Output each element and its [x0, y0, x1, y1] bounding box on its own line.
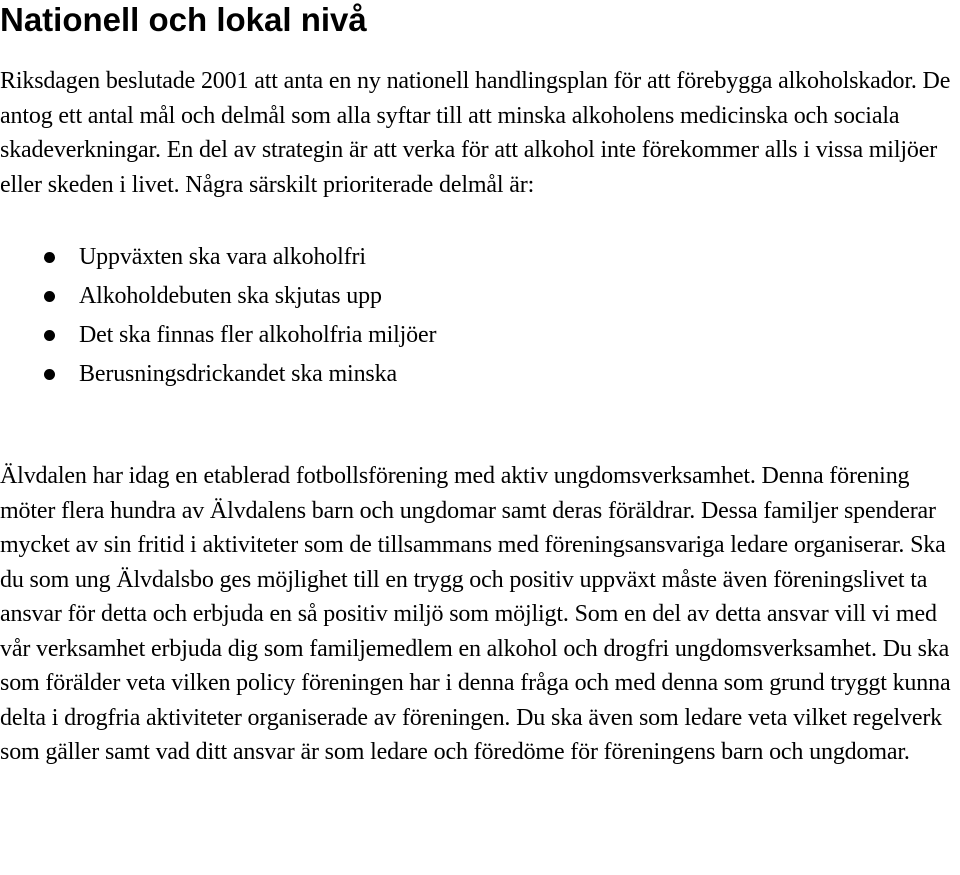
goals-list — [0, 238, 436, 394]
page-title: Nationell och lokal nivå — [0, 1, 367, 38]
goal-text: Alkoholdebuten ska skjutas upp — [79, 283, 382, 309]
list-item — [0, 238, 436, 277]
list-item — [0, 277, 436, 316]
bullet-icon — [44, 330, 55, 341]
list-item — [0, 316, 436, 355]
list-item — [0, 355, 436, 394]
goal-text: Berusningsdrickandet ska minska — [79, 361, 397, 387]
bullet-icon — [44, 252, 55, 263]
intro-paragraph: Riksdagen beslutade 2001 att anta en ny nationell handlingsplan för att förebygga alkoholskador. De antog ett antal mål och delmål som alla syftar till att minska alkoholens medicinska och sociala skadeverkningar. En del av strategin är att verka för att alkohol inte förekommer alls i vissa miljöer eller skeden i livet. Några särskilt prioriterade delmål är: — [0, 68, 951, 198]
bullet-icon — [44, 291, 55, 302]
local-paragraph: Älvdalen har idag en etablerad fotbollsförening med aktiv ungdomsverksamhet. Denna förening möter flera hundra av Älvdalens barn och ungdomar samt deras föräldrar. Dessa familjer spenderar mycket av sin fritid i aktiviteter som de tillsammans med föreningsansvariga ledare organiserar. Ska du som ung Älvdalsbo ges möjlighet till en trygg och positiv uppväxt måste även föreningslivet ta ansvar för detta och erbjuda en så positiv miljö som möjligt. Som en del av detta ansvar vill vi med vår verksamhet erbjuda dig som familjemedlem en alkohol och drogfri ungdomsverksamhet. Du ska som förälder veta vilken policy föreningen har i denna fråga och med denna som grund tryggt kunna delta i drogfria aktiviteter organiserade av föreningen. Du ska även som ledare veta vilket regelverk som gäller samt vad ditt ansvar är som ledare och föredöme för föreningens barn och ungdomar. — [0, 463, 951, 765]
bullet-icon — [44, 369, 55, 380]
goal-text: Uppväxten ska vara alkoholfri — [79, 244, 366, 270]
goal-text: Det ska finnas fler alkoholfria miljöer — [79, 322, 437, 348]
